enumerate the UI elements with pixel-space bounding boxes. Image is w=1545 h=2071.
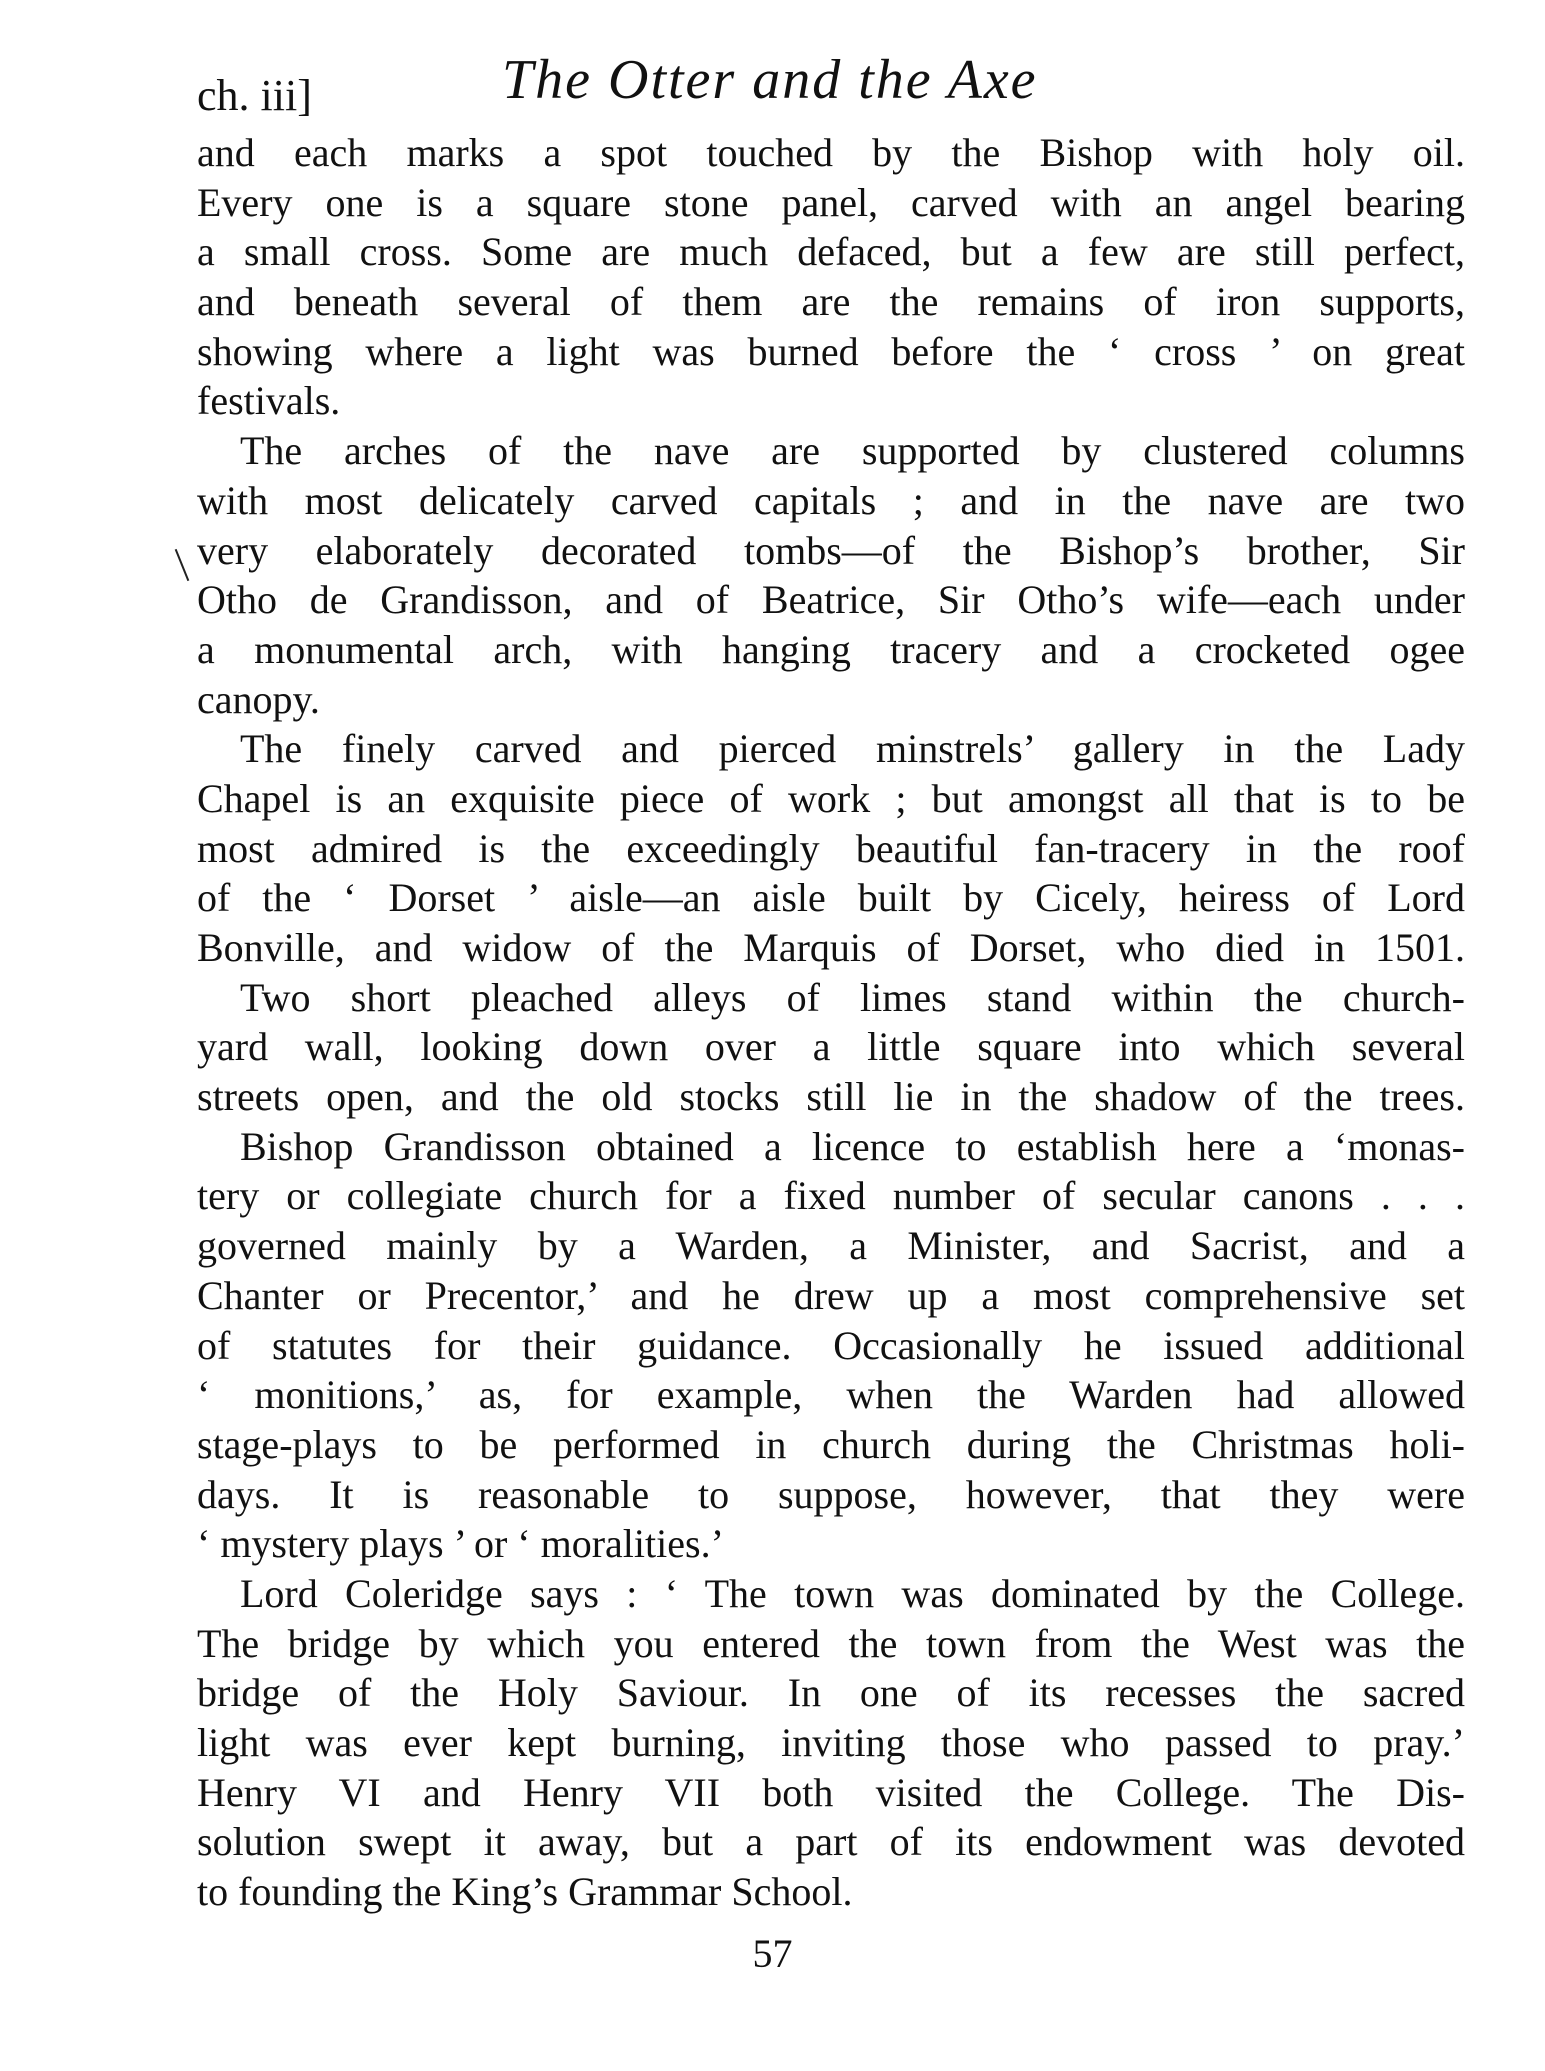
text-line: bridge of the Holy Saviour. In one of its recesses the sacred: [197, 1670, 1465, 1716]
text-line: festivals.: [197, 378, 341, 424]
text-line: Chapel is an exquisite piece of work ; but amongst all that is to be: [197, 775, 1465, 821]
text-line: a small cross. Some are much defaced, but a few are still perfect,: [197, 229, 1465, 275]
text-line: of statutes for their guidance. Occasionally he issued additional: [197, 1322, 1465, 1368]
text-line: showing where a light was burned before the ‘ cross ’ on great: [197, 328, 1465, 374]
text-line: yard wall, looking down over a little square into which several: [197, 1024, 1465, 1070]
text-line: ‘ mystery plays ’ or ‘ moralities.’: [197, 1521, 724, 1567]
text-line: and each marks a spot touched by the Bishop with holy oil.: [197, 130, 1465, 175]
text-line: The finely carved and pierced minstrels’ gallery in the Lady: [240, 726, 1465, 772]
text-line: governed mainly by a Warden, a Minister, and Sacrist, and a: [197, 1223, 1465, 1269]
text-line: and beneath several of them are the remains of iron supports,: [197, 279, 1465, 325]
text-line: ‘ monitions,’ as, for example, when the Warden had allowed: [197, 1372, 1465, 1418]
text-line: Lord Coleridge says : ‘ The town was dominated by the College.: [240, 1570, 1465, 1616]
running-head: [197, 48, 1465, 128]
text-line: light was ever kept burning, inviting those who passed to pray.’: [197, 1720, 1465, 1765]
book-title: The Otter and the Axe: [502, 49, 1038, 111]
page-number: 57: [752, 1931, 793, 1976]
text-line: tery or collegiate church for a fixed number of secular canons . . .: [197, 1173, 1465, 1219]
text-line: very elaborately decorated tombs—of the Bishop’s brother, Sir: [197, 527, 1465, 573]
text-line: streets open, and the old stocks still lie in the shadow of the trees.: [197, 1074, 1465, 1120]
text-line: days. It is reasonable to suppose, however, that they were: [197, 1471, 1465, 1517]
text-line: with most delicately carved capitals ; and in the nave are two: [197, 477, 1465, 523]
text-line: of the ‘ Dorset ’ aisle—an aisle built by Cicely, heiress of Lord: [197, 875, 1465, 921]
body-text: [197, 128, 1465, 1917]
text-line: stage-plays to be performed in church during the Christmas holi-: [197, 1421, 1465, 1467]
text-line: The arches of the nave are supported by clustered columns: [240, 428, 1465, 474]
text-line: Otho de Grandisson, and of Beatrice, Sir Otho’s wife—each under: [197, 577, 1465, 623]
text-line: Chanter or Precentor,’ and he drew up a most comprehensive set: [197, 1272, 1465, 1318]
chapter-label: ch. iii]: [197, 71, 312, 120]
text-line: a monumental arch, with hanging tracery and a crocketed ogee: [197, 626, 1465, 672]
text-line: canopy.: [197, 676, 320, 722]
text-line: The bridge by which you entered the town from the West was the: [197, 1620, 1465, 1666]
text-line: Every one is a square stone panel, carved with an angel bearing: [197, 179, 1465, 225]
text-line: Henry VI and Henry VII both visited the College. The Dis-: [197, 1769, 1465, 1815]
text-line: most admired is the exceedingly beautiful fan-tracery in the roof: [197, 825, 1465, 871]
text-line: solution swept it away, but a part of its endowment was devoted: [197, 1819, 1465, 1865]
text-line: to founding the King’s Grammar School.: [197, 1869, 853, 1915]
text-line: Bishop Grandisson obtained a licence to establish here a ‘monas-: [240, 1123, 1465, 1169]
text-line: Bonville, and widow of the Marquis of Dorset, who died in 1501.: [197, 925, 1465, 970]
text-line: Two short pleached alleys of limes stand within the church-: [240, 974, 1465, 1020]
margin-pencil-mark: [175, 549, 190, 581]
